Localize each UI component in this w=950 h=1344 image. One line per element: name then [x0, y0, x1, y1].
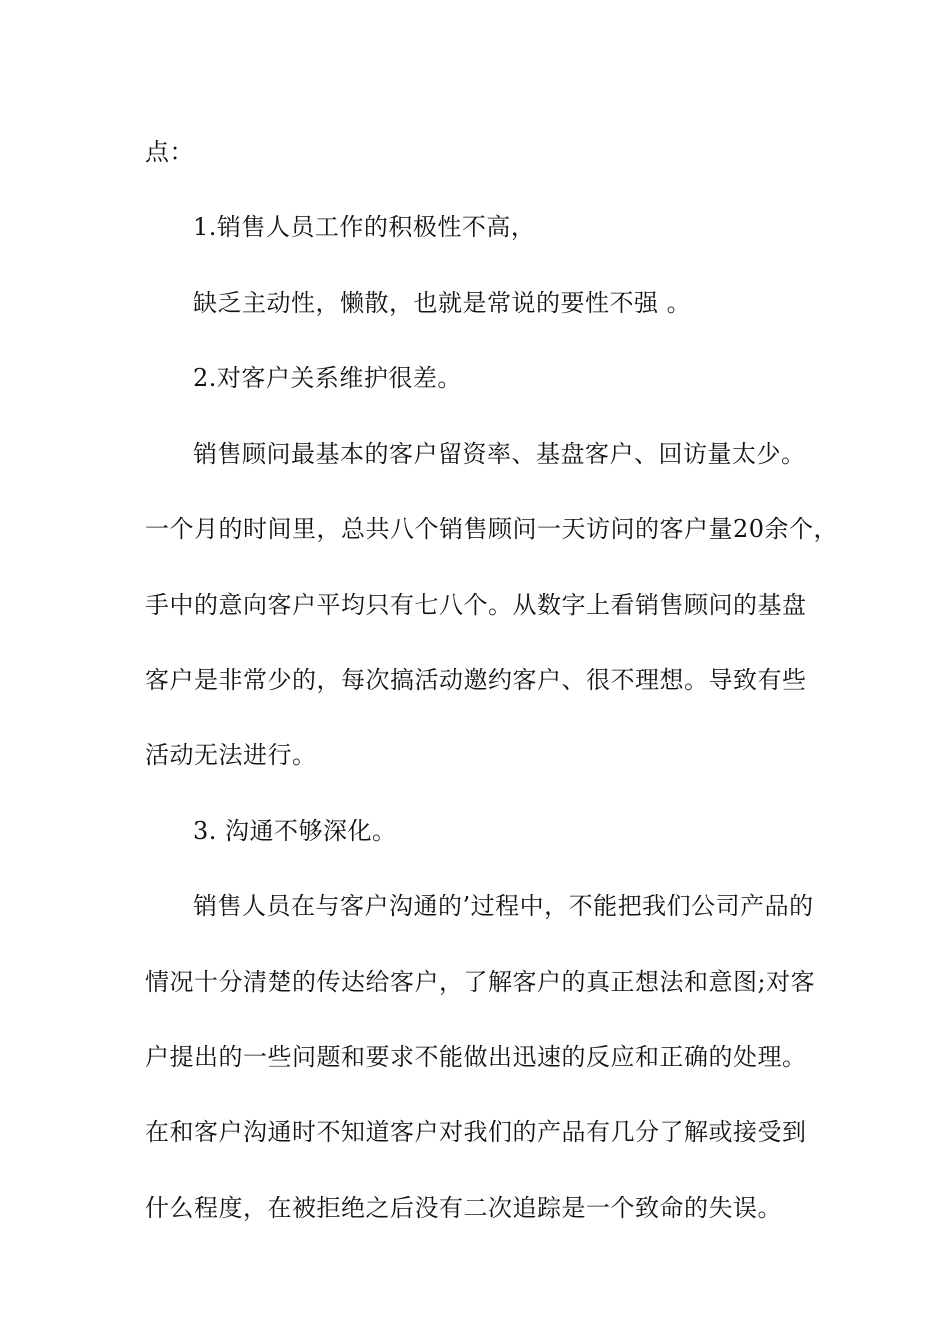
text-line: 情况十分清楚的传达给客户，了解客户的真正想法和意图;对客: [145, 968, 816, 996]
text-line: 客户是非常少的，每次搞活动邀约客户、很不理想。导致有些: [145, 666, 807, 694]
text-line: 手中的意向客户平均只有七八个。从数字上看销售顾问的基盘: [145, 591, 807, 619]
text-line: 户提出的一些问题和要求不能做出迅速的反应和正确的处理。: [145, 1043, 807, 1071]
text-line: 活动无法进行。: [145, 741, 317, 769]
text-line: 3. 沟通不够深化。: [193, 817, 397, 845]
text-line: 一个月的时间里，总共八个销售顾问一天访问的客户量20余个，: [145, 515, 839, 543]
text-line: 2.对客户关系维护很差。: [193, 364, 462, 392]
text-line: 缺乏主动性，懒散，也就是常说的要性不强 。: [193, 289, 692, 317]
text-line: 点：: [145, 138, 194, 166]
text-line: 在和客户沟通时不知道客户对我们的产品有几分了解或接受到: [145, 1118, 807, 1146]
text-line: 销售人员在与客户沟通的’过程中，不能把我们公司产品的: [193, 892, 814, 920]
text-line: 1.销售人员工作的积极性不高，: [193, 213, 536, 241]
text-line: 销售顾问最基本的客户留资率、基盘客户、回访量太少。: [193, 440, 806, 468]
text-line: 什么程度，在被拒绝之后没有二次追踪是一个致命的失误。: [145, 1194, 782, 1222]
